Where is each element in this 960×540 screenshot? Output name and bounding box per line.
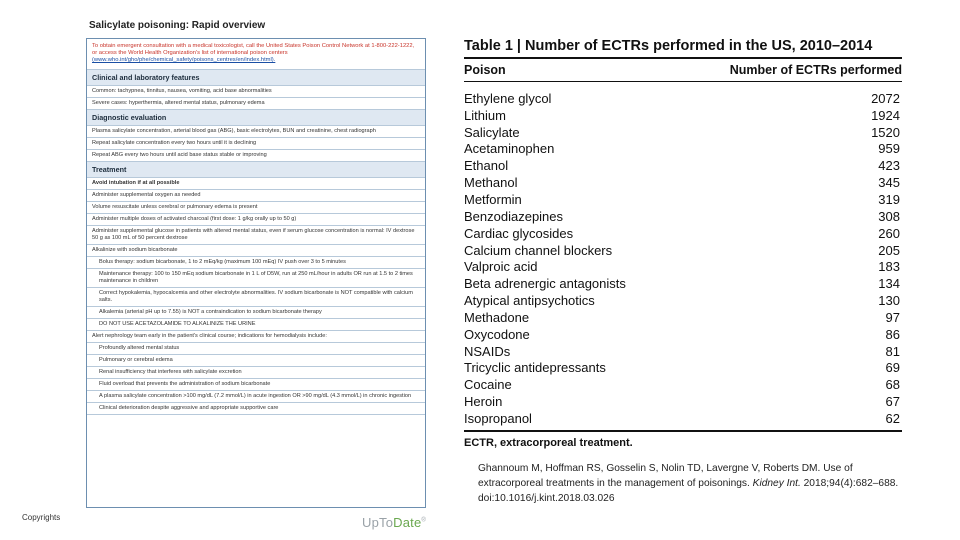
overview-row: Bolus therapy: sodium bicarbonate, 1 to 2 mEq/kg (maximum 100 mEq) IV push over 3 to 5 minutes: [87, 257, 425, 269]
overview-row: Common: tachypnea, tinnitus, nausea, vomiting, acid base abnormalities: [87, 86, 425, 98]
ectr-count: 345: [878, 175, 900, 191]
table-bottom-rule: [464, 430, 902, 432]
overview-row: Correct hypokalemia, hypocalcemia and other electrolyte abnormalities. IV sodium bicarbonate is NOT compatible with calcium salts.: [87, 288, 425, 307]
ectr-count: 1520: [871, 124, 900, 140]
table-row: [464, 124, 902, 141]
table-row: [464, 141, 902, 158]
table-row: [464, 191, 902, 208]
logo-part-2: Date: [393, 515, 422, 530]
poison-name: Cocaine: [464, 377, 512, 393]
logo-part-1: UpTo: [362, 515, 394, 530]
citation: [478, 461, 908, 506]
section-header: Treatment: [87, 162, 425, 178]
citation-journal: Kidney Int.: [752, 478, 801, 489]
ectr-count: 134: [878, 276, 900, 292]
column-header-count: Number of ECTRs performed: [729, 63, 902, 77]
overview-row: Maintenance therapy: 100 to 150 mEq sodium bicarbonate in 1 L of D5W, run at 250 mL/hour in adults OR run at 1.5 to 2 times maintenance in children: [87, 269, 425, 288]
poison-name: Methadone: [464, 309, 530, 325]
table-row: [464, 208, 902, 225]
overview-row: Plasma salicylate concentration, arterial blood gas (ABG), basic electrolytes, BUN and creatinine, chest radiograph: [87, 126, 425, 138]
overview-row: Administer supplemental oxygen as needed: [87, 190, 425, 202]
overview-table: [86, 38, 426, 508]
ectr-count: 260: [878, 225, 900, 241]
poison-name: Cardiac glycosides: [464, 225, 574, 241]
overview-row: DO NOT USE ACETAZOLAMIDE TO ALKALINIZE THE URINE: [87, 319, 425, 331]
poison-name: Calcium channel blockers: [464, 242, 613, 258]
poison-name: Beta adrenergic antagonists: [464, 276, 626, 292]
overview-row: Renal insufficiency that interferes with salicylate excretion: [87, 367, 425, 379]
table-row: [464, 393, 902, 410]
column-header-poison: Poison: [464, 63, 506, 77]
ectr-count: 183: [878, 259, 900, 275]
table-row: [464, 174, 902, 191]
table-row: [464, 90, 902, 107]
ectr-count: 69: [885, 360, 900, 376]
poison-name: Ethylene glycol: [464, 90, 552, 106]
overview-row: Pulmonary or cerebral edema: [87, 355, 425, 367]
overview-row: Severe cases: hyperthermia, altered mental status, pulmonary edema: [87, 98, 425, 110]
table-row: [464, 376, 902, 393]
poison-name: Valproic acid: [464, 259, 538, 275]
table-row: [464, 326, 902, 343]
overview-row: Administer supplemental glucose in patients with altered mental status, even if serum glucose concentration is normal: IV dextrose 50 g as 100 mL of 50 percent dextrose: [87, 226, 425, 245]
poison-name: Methanol: [464, 175, 518, 191]
poison-name: Tricyclic antidepressants: [464, 360, 606, 376]
table-header: [464, 59, 902, 81]
poison-name: Lithium: [464, 107, 506, 123]
overview-row: Profoundly altered mental status: [87, 343, 425, 355]
ectr-count: 959: [878, 141, 900, 157]
section-header: Diagnostic evaluation: [87, 110, 425, 126]
table-row: [464, 292, 902, 309]
ectr-count: 62: [885, 410, 900, 426]
table-row: [464, 157, 902, 174]
poison-name: Acetaminophen: [464, 141, 555, 157]
table-row: [464, 258, 902, 275]
ectr-count: 1924: [871, 107, 900, 123]
ectr-count: 205: [878, 242, 900, 258]
table-row: [464, 225, 902, 242]
ectr-count: 319: [878, 191, 900, 207]
overview-row: Repeat ABG every two hours until acid base status stable or improving: [87, 150, 425, 162]
alert-text: To obtain emergent consultation with a medical toxicologist, call the United States Poison Control Network at 1-800-222-1222, or access the World Health Organization's list of international poison centers: [92, 43, 415, 57]
table-row: [464, 275, 902, 292]
uptodate-logo: [362, 515, 426, 530]
table-row: [464, 343, 902, 360]
ectr-count: 423: [878, 158, 900, 174]
table-row: [464, 107, 902, 124]
overview-row: Alert nephrology team early in the patient's clinical course; indications for hemodialysis include:: [87, 331, 425, 343]
ectr-count: 2072: [871, 90, 900, 106]
poison-name: Salicylate: [464, 124, 520, 140]
ectr-table: [464, 35, 902, 449]
table-body: [464, 82, 902, 430]
table-footnote: ECTR, extracorporeal treatment.: [464, 436, 633, 449]
ectr-count: 68: [885, 377, 900, 393]
overview-row: A plasma salicylate concentration >100 mg/dL (7.2 mmol/L) in acute ingestion OR >90 mg/dL (4.3 mmol/L) in chronic ingestion: [87, 391, 425, 403]
ectr-count: 130: [878, 293, 900, 309]
ectr-count: 308: [878, 208, 900, 224]
overview-row: Clinical deterioration despite aggressive and appropriate supportive care: [87, 403, 425, 415]
table-title: Table 1 | Number of ECTRs performed in the US, 2010–2014: [464, 38, 873, 54]
overview-row: Avoid intubation if at all possible: [87, 178, 425, 190]
poison-name: NSAIDs: [464, 343, 511, 359]
logo-mark: ®: [421, 517, 427, 524]
table-row: [464, 309, 902, 326]
citation-details: 2018;94(4):682–688. doi:10.1016/j.kint.2018.03.026: [478, 478, 899, 504]
overview-row: Volume resuscitate unless cerebral or pulmonary edema is present: [87, 202, 425, 214]
overview-row: Administer multiple doses of activated charcoal (first dose: 1 g/kg orally up to 50 g): [87, 214, 425, 226]
overview-row: Alkalemia (arterial pH up to 7.55) is NOT a contraindication to sodium bicarbonate therapy: [87, 307, 425, 319]
overview-row: Fluid overload that prevents the administration of sodium bicarbonate: [87, 379, 425, 391]
poison-name: Heroin: [464, 394, 503, 410]
section-header: Clinical and laboratory features: [87, 70, 425, 86]
ectr-count: 86: [885, 326, 900, 342]
citation-text: Ghannoum M, Hoffman RS, Gosselin S, Nolin TD, Lavergne V, Roberts DM. Use of extracorporeal treatments in the management of poisonings.: [478, 463, 853, 489]
poison-name: Atypical antipsychotics: [464, 293, 595, 309]
poison-center-alert: [87, 39, 425, 70]
overview-row: Repeat salicylate concentration every two hours until it is declining: [87, 138, 425, 150]
ectr-count: 81: [885, 343, 900, 359]
poison-name: Isopropanol: [464, 410, 532, 426]
poison-name: Benzodiazepines: [464, 208, 564, 224]
uptodate-panel: [86, 16, 426, 508]
copyright-text: Copyrights: [22, 513, 61, 522]
panel-title: Salicylate poisoning: Rapid overview: [89, 20, 266, 31]
overview-row: Alkalinize with sodium bicarbonate: [87, 245, 425, 257]
table-row: [464, 360, 902, 377]
poison-name: Oxycodone: [464, 326, 530, 342]
poison-centers-link[interactable]: (www.who.int/gho/phe/chemical_safety/poisons_centres/en/index.html).: [92, 57, 276, 64]
ectr-count: 97: [885, 309, 900, 325]
overview-rows: [87, 70, 425, 415]
poison-name: Ethanol: [464, 158, 509, 174]
table-row: [464, 410, 902, 427]
table-row: [464, 242, 902, 259]
ectr-count: 67: [885, 394, 900, 410]
poison-name: Metformin: [464, 191, 522, 207]
